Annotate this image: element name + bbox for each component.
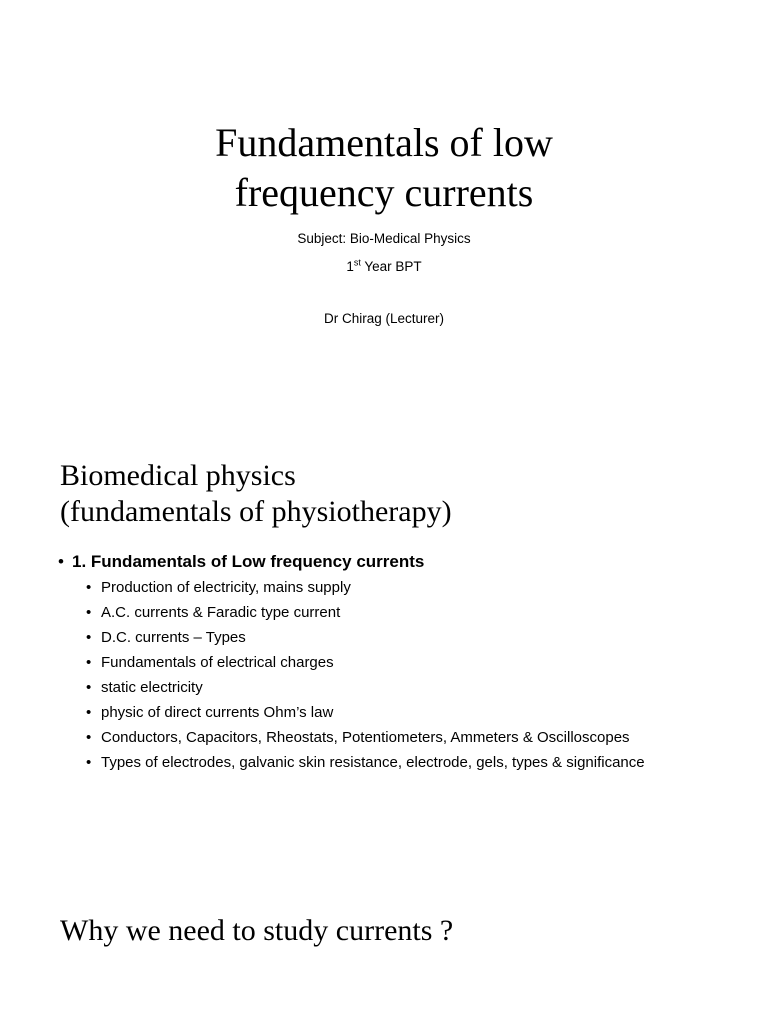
slide-title-line-1: Fundamentals of low [215, 120, 553, 165]
bullet-icon: • [86, 704, 92, 721]
sub-bullet-list [86, 578, 646, 778]
list-item [86, 578, 646, 598]
bullet-icon: • [58, 552, 64, 571]
year-line [0, 258, 768, 276]
list-item-text: Conductors, Capacitors, Rheostats, Potentiometers, Ammeters & Oscilloscopes [101, 729, 630, 746]
list-item [86, 703, 646, 723]
main-bullet-text: 1. Fundamentals of Low frequency currents [72, 552, 425, 571]
title-slide [0, 0, 768, 440]
list-item-text: Production of electricity, mains supply [101, 579, 351, 596]
list-item [86, 753, 646, 773]
list-item [86, 678, 646, 698]
year-rest: Year BPT [360, 259, 422, 274]
bullet-icon: • [86, 729, 92, 746]
list-item-text: D.C. currents – Types [101, 629, 246, 646]
section-heading-line-1: Biomedical physics [60, 459, 296, 492]
year-suffix: st [353, 257, 361, 268]
section-heading [60, 458, 740, 530]
list-item-text: Fundamentals of electrical charges [101, 654, 334, 671]
year-number: 1 [346, 259, 354, 274]
bullet-icon: • [86, 629, 92, 646]
list-item [86, 628, 646, 648]
list-item-text: A.C. currents & Faradic type current [101, 604, 341, 621]
list-item [86, 603, 646, 623]
main-bullet [58, 551, 748, 573]
bullet-icon: • [86, 679, 92, 696]
list-item-text: physic of direct currents Ohm’s law [101, 704, 334, 721]
question-heading: Why we need to study currents ? [60, 914, 454, 947]
bullet-icon: • [86, 654, 92, 671]
list-item-text: Types of electrodes, galvanic skin resistance, electrode, gels, types & significance [101, 754, 645, 771]
list-item [86, 653, 646, 673]
bullet-icon: • [86, 754, 92, 771]
author-line: Dr Chirag (Lecturer) [323, 311, 445, 326]
slide-title [0, 118, 768, 218]
list-item-text: static electricity [101, 679, 203, 696]
list-item [86, 728, 646, 748]
subject-line: Subject: Bio-Medical Physics [297, 231, 471, 246]
section-heading-line-2: (fundamentals of physiotherapy) [60, 495, 452, 528]
bullet-icon: • [86, 604, 92, 621]
bullet-icon: • [86, 579, 92, 596]
slide-title-line-2: frequency currents [234, 170, 534, 215]
